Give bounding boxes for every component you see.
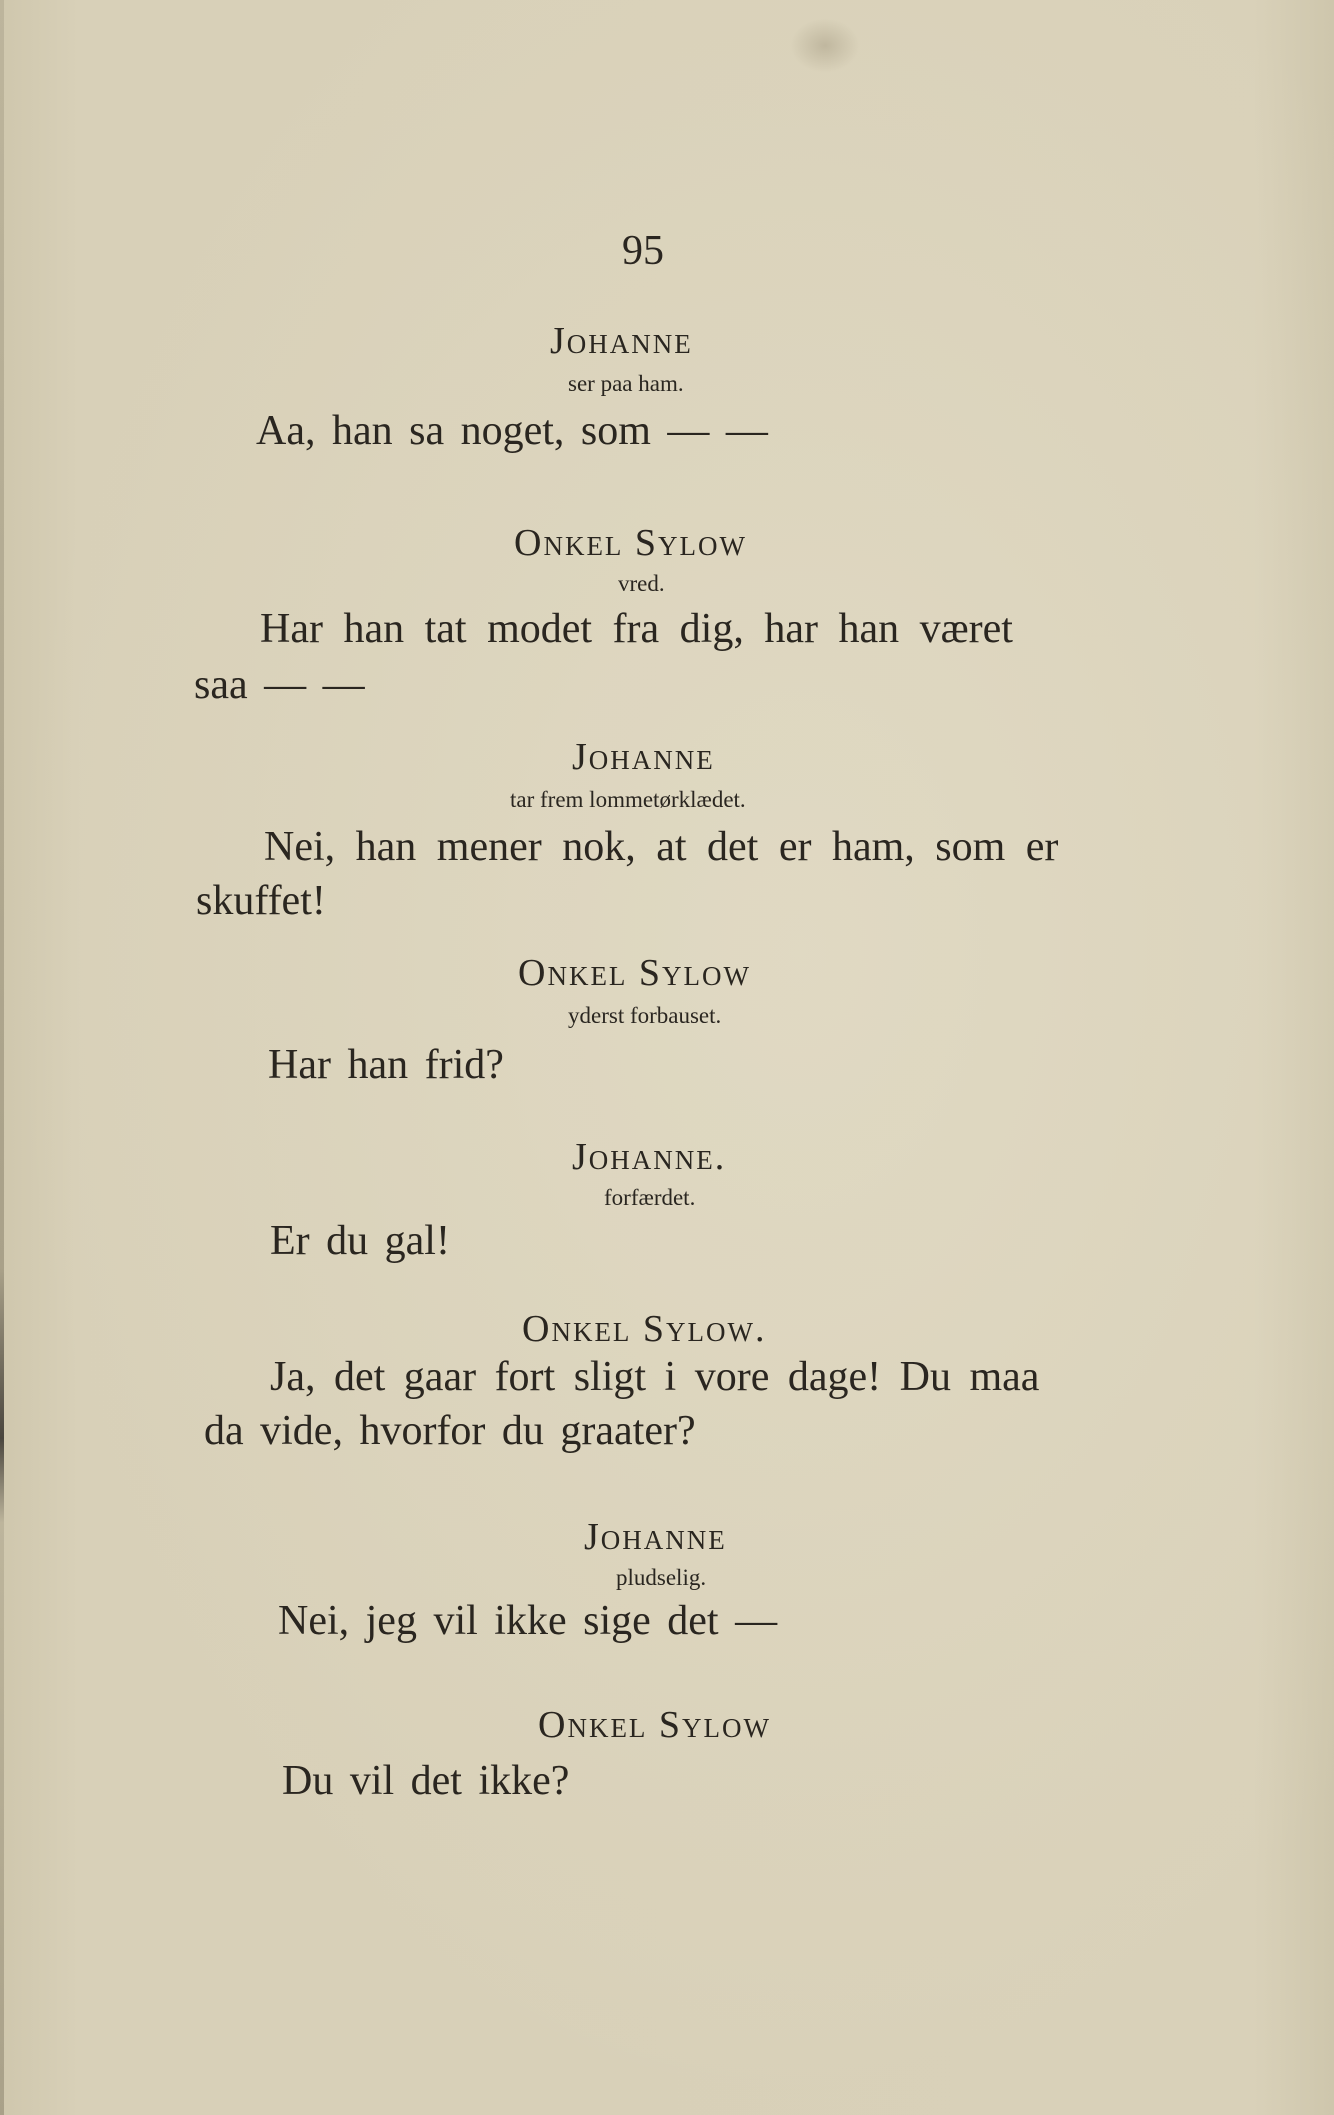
stage-direction: pludselig. <box>616 1565 707 1590</box>
dialogue-line: Du vil det ikke? <box>282 1758 570 1804</box>
dialogue-line: Har han frid? <box>268 1042 504 1088</box>
stage-direction: forfærdet. <box>604 1185 696 1210</box>
stage-direction: vred. <box>618 571 665 596</box>
dialogue-line: skuffet! <box>196 878 326 924</box>
speaker-name: Onkel Sylow. <box>522 1308 767 1350</box>
dialogue-line: saa — — <box>194 662 365 708</box>
speaker-name: Onkel Sylow <box>538 1704 772 1746</box>
paper-stain <box>790 18 860 73</box>
page-edge <box>0 0 4 2115</box>
speaker-name: Johanne <box>584 1516 727 1558</box>
dialogue-line: Nei, jeg vil ikke sige det — <box>278 1598 778 1644</box>
speaker-name: Johanne <box>550 320 693 362</box>
speaker-name: Onkel Sylow <box>514 522 748 564</box>
page-number: 95 <box>622 228 664 274</box>
dialogue-line: Ja, det gaar fort sligt i vore dage! Du maa <box>270 1354 1040 1400</box>
dialogue-line: Aa, han sa noget, som — — <box>256 408 768 454</box>
dialogue-line: da vide, hvorfor du graater? <box>204 1408 696 1454</box>
dialogue-line: Nei, han mener nok, at det er ham, som er <box>264 824 1059 870</box>
dialogue-line: Er du gal! <box>270 1218 450 1264</box>
speaker-name: Johanne <box>572 736 715 778</box>
speaker-name: Onkel Sylow <box>518 952 752 994</box>
speaker-name: Johanne. <box>572 1136 727 1178</box>
stage-direction: tar frem lommetørklædet. <box>510 787 746 812</box>
stage-direction: ser paa ham. <box>568 371 684 396</box>
stage-direction: yderst forbauset. <box>568 1003 722 1028</box>
dialogue-line: Har han tat modet fra dig, har han været <box>260 606 1013 652</box>
